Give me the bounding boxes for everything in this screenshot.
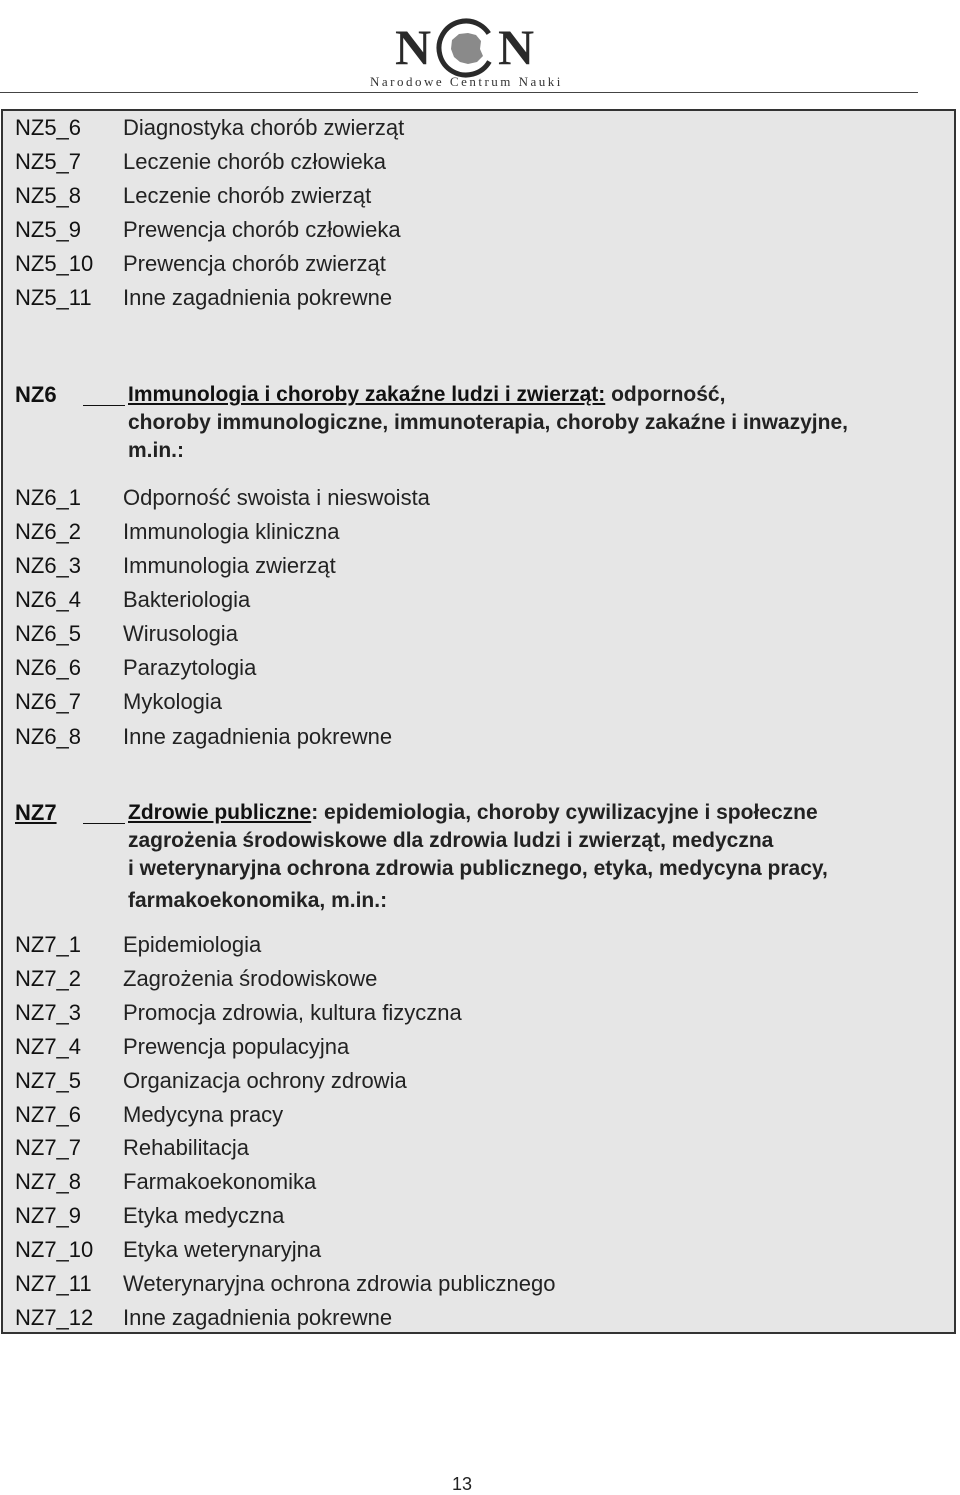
row-label: Epidemiologia — [123, 932, 262, 957]
row-label: Diagnostyka chorób zwierząt — [123, 115, 405, 140]
row-label: Etyka medyczna — [123, 1203, 285, 1228]
row-code: NZ5_8 — [15, 183, 82, 208]
row-label: Rehabilitacja — [123, 1135, 249, 1160]
row-code: NZ7_5 — [15, 1068, 82, 1093]
row-label: Immunologia kliniczna — [123, 519, 340, 544]
row-code: NZ5_11 — [15, 285, 92, 310]
row-label: Medycyna pracy — [123, 1102, 284, 1127]
row-label: Leczenie chorób zwierząt — [123, 183, 372, 208]
header-underline — [83, 823, 125, 824]
row-code: NZ6_3 — [15, 553, 82, 578]
row-label: Prewencja populacyjna — [123, 1034, 350, 1059]
row-label: Bakteriologia — [123, 587, 251, 612]
row-label: Prewencja chorób człowieka — [123, 217, 401, 242]
row-code: NZ5_6 — [15, 115, 82, 140]
row-code: NZ6_2 — [15, 519, 82, 544]
row-label: Promocja zdrowia, kultura fizyczna — [123, 1000, 462, 1025]
row-code: NZ6_5 — [15, 621, 82, 646]
row-label: Parazytologia — [123, 655, 257, 680]
logo-letter-n2: N — [498, 19, 535, 75]
row-code: NZ7_7 — [15, 1135, 82, 1160]
section-title: Zdrowie publiczne — [128, 801, 312, 824]
row-label: Inne zagadnienia pokrewne — [123, 1305, 393, 1330]
description-line: : epidemiologia, choroby cywilizacyjne i społeczne — [311, 801, 818, 824]
description-line: farmakoekonomika, m.in.: — [128, 889, 388, 912]
section-code: NZ7 — [15, 800, 57, 825]
section-description — [128, 381, 958, 465]
row-label: Farmakoekonomika — [123, 1169, 317, 1194]
row-label: Etyka weterynaryjna — [123, 1237, 322, 1262]
row-label: Inne zagadnienia pokrewne — [123, 285, 393, 310]
row-label: Leczenie chorób człowieka — [123, 149, 386, 174]
header-divider — [0, 92, 918, 93]
logo-subtitle: Narodowe Centrum Nauki — [370, 74, 563, 89]
row-code: NZ6_1 — [15, 485, 82, 510]
row-code: NZ7_3 — [15, 1000, 82, 1025]
row-code: NZ5_10 — [15, 251, 94, 276]
logo-letter-n: N — [395, 19, 432, 75]
description-line: m.in.: — [128, 439, 184, 462]
row-label: Organizacja ochrony zdrowia — [123, 1068, 407, 1093]
row-label: Weterynaryjna ochrona zdrowia publicznego — [123, 1271, 556, 1296]
row-code: NZ7_9 — [15, 1203, 82, 1228]
row-label: Odporność swoista i nieswoista — [123, 485, 430, 510]
row-code: NZ7_12 — [15, 1305, 94, 1330]
row-code: NZ7_1 — [15, 932, 82, 957]
description-line: odporność, — [605, 383, 726, 406]
description-line: zagrożenia środowiskowe dla zdrowia ludzi i zwierząt, medyczna — [128, 829, 774, 852]
page-number: 13 — [452, 1474, 473, 1494]
row-code: NZ7_8 — [15, 1169, 82, 1194]
row-code: NZ5_9 — [15, 217, 82, 242]
row-label: Zagrożenia środowiskowe — [123, 966, 378, 991]
header-underline — [83, 405, 125, 406]
row-code: NZ6_8 — [15, 724, 82, 749]
row-label: Mykologia — [123, 689, 223, 714]
section-description — [128, 799, 958, 915]
row-code: NZ7_2 — [15, 966, 82, 991]
row-label: Wirusologia — [123, 621, 238, 646]
row-code: NZ5_7 — [15, 149, 82, 174]
row-code: NZ7_11 — [15, 1271, 92, 1296]
section-code: NZ6 — [15, 382, 57, 407]
description-line: i weterynaryjna ochrona zdrowia publicznego, etyka, medycyna pracy, — [128, 857, 828, 880]
row-code: NZ7_6 — [15, 1102, 82, 1127]
logo-letter-c — [435, 18, 471, 76]
section-title: Immunologia i choroby zakaźne ludzi i zwierząt: — [128, 383, 606, 406]
row-code: NZ6_4 — [15, 587, 82, 612]
row-label: Immunologia zwierząt — [123, 553, 336, 578]
ncn-logo — [370, 8, 575, 90]
row-label: Prewencja chorób zwierząt — [123, 251, 386, 276]
row-code: NZ6_7 — [15, 689, 82, 714]
row-label: Inne zagadnienia pokrewne — [123, 724, 393, 749]
row-code: NZ6_6 — [15, 655, 82, 680]
row-code: NZ7_10 — [15, 1237, 94, 1262]
description-line: choroby immunologiczne, immunoterapia, choroby zakaźne i inwazyjne, — [128, 411, 848, 434]
row-code: NZ7_4 — [15, 1034, 82, 1059]
classification-table — [1, 109, 956, 1334]
